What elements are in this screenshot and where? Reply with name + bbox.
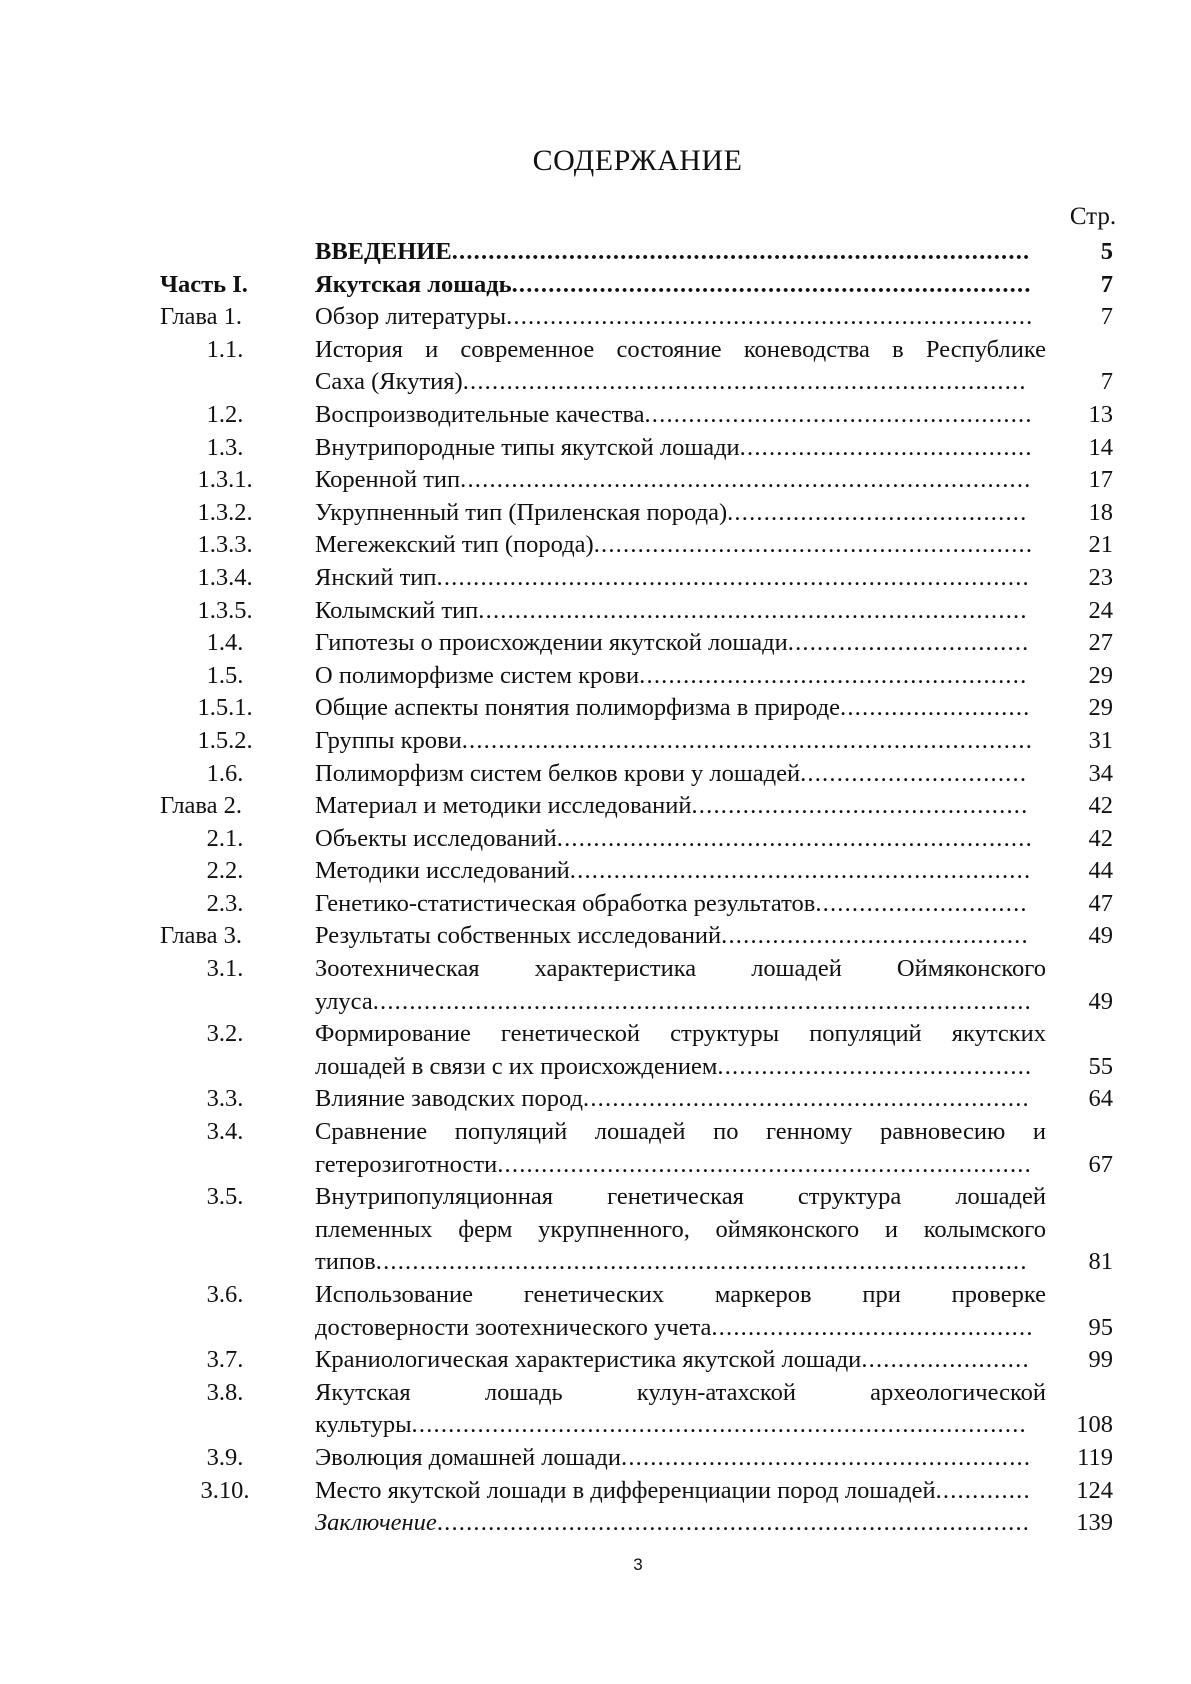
- dot-leader: ...............................................................................: [451, 238, 1031, 265]
- toc-entry-title: [315, 1116, 1046, 1149]
- toc-entry-title-text: достоверности зоотехнического учета: [315, 1313, 712, 1341]
- toc-entry-page: 34: [1088, 759, 1113, 787]
- toc-entry-number: 1.3.5.: [197, 596, 253, 624]
- toc-entry-number: 3.1.: [206, 955, 244, 983]
- toc-entry[interactable]: [160, 1116, 1120, 1149]
- dot-leader: .........................................................................: [497, 1150, 1032, 1178]
- toc-entry-number: [160, 1214, 315, 1247]
- toc-entry-title: [315, 1279, 1046, 1312]
- toc-entry-number: 3.6.: [206, 1281, 244, 1308]
- toc-entry-page: 95: [1088, 1313, 1113, 1341]
- toc-entry[interactable]: [160, 660, 1120, 693]
- dot-leader: .........................................: [727, 498, 1028, 526]
- toc-entry-title-text: типов: [315, 1248, 376, 1276]
- toc-entry-title: [315, 529, 1046, 562]
- toc-entry-page: 29: [1088, 661, 1113, 689]
- toc-entry-title: [315, 366, 1046, 399]
- toc-entry-number: 3.2.: [206, 1020, 244, 1048]
- toc-entry-page: 44: [1088, 857, 1113, 885]
- dot-leader: .............................................................: [583, 1085, 1030, 1113]
- toc-entry-title: [315, 660, 1046, 693]
- toc-entry-page: 49: [1088, 922, 1113, 950]
- toc-entry[interactable]: [160, 888, 1120, 921]
- dot-leader: .................................: [787, 629, 1030, 657]
- toc-entry-number: 3.8.: [206, 1378, 244, 1406]
- toc-entry[interactable]: [160, 790, 1120, 823]
- toc-entry-title-text: гетерозиготности: [315, 1150, 498, 1178]
- toc-entry-title-text: Общие аспекты понятия полиморфизма в природе: [315, 694, 841, 722]
- toc-entry[interactable]: [160, 595, 1120, 628]
- dot-leader: ...............................: [800, 759, 1028, 787]
- toc-entry-title: [315, 1181, 1046, 1214]
- toc-entry-page: 42: [1088, 792, 1113, 820]
- toc-entry[interactable]: [160, 1475, 1120, 1508]
- toc-entry-number: 2.1.: [206, 824, 244, 852]
- toc-entry-number: 1.6.: [206, 759, 244, 787]
- toc-entry-page: 99: [1088, 1346, 1113, 1374]
- toc-entry-title: [315, 1149, 1046, 1182]
- toc-entry-title: [315, 790, 1046, 823]
- toc-entry-title-text: Краниологическая характеристика якутской лошади: [315, 1346, 862, 1374]
- dot-leader: .....................................................: [644, 400, 1033, 428]
- toc-entry[interactable]: [160, 920, 1120, 953]
- toc-entry-page: 18: [1088, 498, 1113, 526]
- toc-entry-page: 42: [1088, 824, 1113, 852]
- toc-entry-page: 124: [1076, 1476, 1113, 1504]
- toc-entry-number: 1.1.: [206, 335, 244, 363]
- toc-entry-title-text: Результаты собственных исследований: [315, 922, 722, 950]
- toc-entry[interactable]: [160, 399, 1120, 432]
- toc-entry-title-text: Эволюция домашней лошади: [315, 1443, 621, 1471]
- toc-entry-title: [315, 1377, 1046, 1410]
- toc-entry-title-text: Формирование генетической структуры популяций якутских: [315, 1020, 1046, 1048]
- toc-entry[interactable]: [160, 1214, 1120, 1247]
- toc-entry-page: 17: [1088, 466, 1113, 494]
- toc-entry-number: Глава 2.: [160, 792, 243, 820]
- toc-entry-title: [315, 464, 1046, 497]
- toc-entry-title-text: Использование генетических маркеров при проверке: [315, 1281, 1046, 1308]
- toc-entry[interactable]: [160, 1083, 1120, 1116]
- toc-entry-title: [315, 1475, 1046, 1508]
- toc-entry[interactable]: [160, 269, 1120, 302]
- page-column-label: Стр.: [1069, 203, 1117, 230]
- dot-leader: .......................: [861, 1346, 1030, 1374]
- dot-leader: .............: [935, 1476, 1031, 1504]
- toc-entry-title: [315, 497, 1046, 530]
- toc-entry-number: 1.5.2.: [197, 726, 253, 754]
- toc-entry-title-text: Полиморфизм систем белков крови у лошадей: [315, 759, 801, 787]
- toc-entry-page: 29: [1088, 694, 1113, 722]
- toc-entry-title: [315, 920, 1046, 953]
- toc-entry-title: [315, 758, 1046, 791]
- dot-leader: .............................: [815, 889, 1028, 917]
- toc-entry-page: [1046, 1018, 1119, 1051]
- toc-entry-number: 2.3.: [206, 889, 244, 917]
- toc-entry-number: [160, 1507, 315, 1540]
- toc-entry-title: [315, 855, 1046, 888]
- toc-entry-title-text: Сравнение популяций лошадей по генному равновесию и: [315, 1118, 1046, 1146]
- toc-entry-page: 119: [1077, 1443, 1113, 1471]
- dot-leader: .................................................................................: [436, 1509, 1031, 1537]
- toc-entry[interactable]: [160, 497, 1120, 530]
- toc-entry-title: [315, 1018, 1046, 1051]
- toc-entry-title: [315, 953, 1046, 986]
- toc-entry-page: [1046, 1181, 1119, 1214]
- toc-entry-page: 24: [1088, 596, 1113, 624]
- toc-entry-number: [160, 1051, 315, 1084]
- dot-leader: ..............................................: [691, 792, 1029, 820]
- dot-leader: ..........................: [840, 694, 1031, 722]
- toc-entry-title-text: Саха (Якутия): [315, 368, 463, 396]
- toc-entry-number: 3.10.: [200, 1476, 250, 1504]
- toc-entry[interactable]: [160, 1344, 1120, 1377]
- toc-entry[interactable]: [160, 1312, 1120, 1345]
- toc-entry[interactable]: [160, 562, 1120, 595]
- toc-entry-title-text: улуса: [315, 987, 373, 1015]
- toc-entry[interactable]: [160, 1442, 1120, 1475]
- toc-entry[interactable]: [160, 366, 1120, 399]
- dot-leader: ............................................................: [593, 531, 1034, 559]
- toc-entry-title-text: Место якутской лошади в дифференциации пород лошадей: [315, 1476, 936, 1504]
- toc-entry-title: [315, 301, 1046, 334]
- toc-entry[interactable]: [160, 986, 1120, 1019]
- toc-entry[interactable]: [160, 1507, 1120, 1540]
- toc-entry-page: 27: [1088, 629, 1113, 657]
- dot-leader: ............................................: [711, 1313, 1034, 1341]
- toc-entry-title-text: Группы крови: [315, 726, 462, 754]
- toc-entry-title-text: Материал и методики исследований: [315, 792, 692, 820]
- toc-entry[interactable]: [160, 823, 1120, 856]
- toc-entry-title: [315, 236, 1046, 269]
- toc-entry[interactable]: [160, 1409, 1120, 1442]
- toc-entry[interactable]: [160, 1377, 1120, 1410]
- toc-entry-number: [160, 1312, 315, 1345]
- toc-entry-title: [315, 1344, 1046, 1377]
- toc-entry-page: 21: [1088, 531, 1113, 559]
- toc-entry-title-text: Воспроизводительные качества: [315, 400, 645, 428]
- toc-entry-page: 14: [1088, 433, 1113, 461]
- toc-entry-number: 3.9.: [206, 1443, 244, 1471]
- toc-entry-title-text: лошадей в связи с их происхождением: [315, 1052, 718, 1080]
- toc-entry-number: 1.3.3.: [197, 531, 253, 559]
- toc-entry-title-text: История и современное состояние коневодства в Республике: [315, 335, 1046, 363]
- toc-entry-page: 7: [1100, 270, 1113, 298]
- toc-entry-title-text: Зоотехническая характеристика лошадей Оймяконского: [315, 955, 1046, 983]
- toc-entry-number: 1.5.: [206, 661, 244, 689]
- dot-leader: ...............................................................: [569, 857, 1032, 885]
- dot-leader: ...........................................: [717, 1052, 1033, 1080]
- toc-entry-title-text: О полиморфизме систем крови: [315, 661, 640, 689]
- toc-entry[interactable]: [160, 953, 1120, 986]
- toc-entry-number: 3.5.: [206, 1183, 244, 1211]
- toc-entry-page: 7: [1100, 368, 1113, 396]
- toc-entry-title-text: Коренной тип: [315, 466, 461, 494]
- toc-entry-number: [160, 986, 315, 1019]
- dot-leader: ........................................................: [621, 1443, 1032, 1471]
- toc-entry-number: 1.3.1.: [197, 466, 253, 494]
- dot-leader: ...........................................................................: [478, 596, 1028, 624]
- toc-entry-page: 31: [1088, 726, 1113, 754]
- toc-entry-title-text: Обзор литературы: [315, 303, 507, 331]
- toc-entry-number: [160, 1149, 315, 1182]
- toc-entry[interactable]: [160, 725, 1120, 758]
- toc-entry-number: 1.5.1.: [197, 694, 253, 722]
- toc-entry-title: [315, 1507, 1046, 1540]
- toc-entry-page: 23: [1088, 563, 1113, 591]
- toc-entry-number: [160, 1246, 315, 1279]
- toc-entry-page: 47: [1088, 889, 1113, 917]
- toc-entry-title: [315, 627, 1046, 660]
- dot-leader: .......................................................................: [511, 270, 1032, 298]
- dot-leader: .....................................................: [639, 661, 1028, 689]
- toc-entry-title-text: Внутрипопуляционная генетическая структура лошадей: [315, 1183, 1046, 1211]
- toc-entry-number: 3.7.: [206, 1346, 244, 1374]
- toc-entry[interactable]: [160, 301, 1120, 334]
- toc-entry-number: 1.3.: [206, 433, 244, 461]
- toc-entry-number: 1.3.4.: [197, 563, 253, 591]
- toc-entry-title-text: Гипотезы о происхождении якутской лошади: [315, 629, 788, 657]
- toc-entry-title: [315, 888, 1046, 921]
- toc-entry-page: 5: [1100, 238, 1113, 265]
- toc-entry-title: [315, 725, 1046, 758]
- toc-entry-title-text: Якутская лошадь кулун-атахской археологической: [315, 1378, 1046, 1406]
- dot-leader: .............................................................................: [462, 368, 1027, 396]
- toc-entry-page: 55: [1088, 1052, 1113, 1080]
- toc-entry-page: [1046, 1279, 1119, 1312]
- toc-entry-title-text: Объекты исследований: [315, 824, 557, 852]
- toc-entry-title: [315, 986, 1046, 1019]
- dot-leader: .................................................................................: [436, 563, 1030, 591]
- toc-entry[interactable]: [160, 529, 1120, 562]
- toc-entry-number: Глава 1.: [160, 303, 243, 331]
- toc-entry-page: 108: [1076, 1411, 1113, 1439]
- toc-entry-title: [315, 1214, 1046, 1247]
- toc-entry-title-text: Колымский тип: [315, 596, 479, 624]
- toc-entry-number: 3.4.: [206, 1118, 244, 1146]
- toc-entry-page: [1046, 1116, 1119, 1149]
- toc-entry-title: [315, 1312, 1046, 1345]
- toc-entry[interactable]: [160, 236, 1120, 269]
- toc-entry-title: [315, 823, 1046, 856]
- toc-entry-title: [315, 1083, 1046, 1116]
- toc-entry-title: [315, 1442, 1046, 1475]
- toc-entry-title: [315, 399, 1046, 432]
- toc-entry-title: [315, 432, 1046, 465]
- toc-entry-page: 64: [1088, 1085, 1113, 1113]
- toc-entry-title-text: Генетико-статистическая обработка результатов: [315, 889, 816, 917]
- toc-entry[interactable]: [160, 1051, 1120, 1084]
- toc-entry-page: [1046, 334, 1119, 367]
- toc-entry-title-text: племенных ферм укрупненного, оймяконского и колымского: [315, 1215, 1046, 1243]
- toc-entry-title-text: Влияние заводских пород: [315, 1085, 584, 1113]
- toc-entry-number: 1.3.2.: [197, 498, 253, 526]
- toc-entry[interactable]: [160, 855, 1120, 888]
- toc-entry-page: 139: [1076, 1509, 1113, 1537]
- toc-entry-number: Часть I.: [160, 270, 248, 298]
- toc-entry-page: 13: [1088, 400, 1113, 428]
- toc-entry[interactable]: [160, 334, 1120, 367]
- dot-leader: ..........................................................................................: [372, 987, 1032, 1015]
- toc-entry-title: [315, 562, 1046, 595]
- toc-entry-title: [315, 595, 1046, 628]
- dot-leader: ........................................................................: [506, 303, 1034, 331]
- toc-entry-number: 2.2.: [206, 857, 244, 885]
- toc-entry[interactable]: [160, 1149, 1120, 1182]
- toc-entry-title: [315, 334, 1046, 367]
- toc-entry[interactable]: [160, 432, 1120, 465]
- toc-entry-number: Глава 3.: [160, 922, 243, 950]
- dot-leader: ....................................................................................: [411, 1411, 1027, 1439]
- toc-entry[interactable]: [160, 627, 1120, 660]
- toc-entry[interactable]: [160, 464, 1120, 497]
- toc-entry[interactable]: [160, 1246, 1120, 1279]
- toc-entry-title-text: Заключение: [315, 1509, 437, 1537]
- toc-entry-title: [315, 1051, 1046, 1084]
- dot-leader: .................................................................: [556, 824, 1033, 852]
- toc-entry-page: [1046, 1214, 1119, 1247]
- toc-entry-title-text: Внутрипородные типы якутской лошади: [315, 433, 740, 461]
- toc-entry[interactable]: [160, 692, 1120, 725]
- dot-leader: ........................................: [739, 433, 1033, 461]
- toc-entry-title-text: ВВЕДЕНИЕ: [315, 238, 452, 265]
- toc-entry-number: 1.4.: [206, 629, 244, 657]
- footer-page-number: 3: [633, 1555, 643, 1574]
- toc-entry-page: 7: [1100, 303, 1113, 331]
- toc-entry-number: [160, 1409, 315, 1442]
- page-title: СОДЕРЖАНИЕ: [532, 144, 743, 177]
- toc-entry-title: [315, 692, 1046, 725]
- toc-entry-title-text: Укрупненный тип (Приленская порода): [315, 498, 728, 526]
- toc-entry-title-text: Мегежекский тип (порода): [315, 531, 594, 559]
- toc-entry-page: 49: [1088, 987, 1113, 1015]
- toc-entry[interactable]: [160, 758, 1120, 791]
- toc-entry-title-text: Якутская лошадь: [315, 270, 512, 298]
- dot-leader: ..........................................: [721, 922, 1029, 950]
- toc-entry-title: [315, 1246, 1046, 1279]
- dot-leader: ..............................................................................: [460, 466, 1032, 494]
- toc-entry[interactable]: [160, 1181, 1120, 1214]
- toc-entry-page: 67: [1088, 1150, 1113, 1178]
- dot-leader: ..............................................................................: [461, 726, 1034, 754]
- toc-entry-title: [315, 1409, 1046, 1442]
- toc-entry[interactable]: [160, 1279, 1120, 1312]
- toc-entry-number: [160, 366, 315, 399]
- toc-entry-page: [1046, 953, 1119, 986]
- toc-entry-page: 81: [1088, 1248, 1113, 1276]
- toc-entry-number: [160, 236, 315, 269]
- toc-entry-title: [315, 269, 1046, 302]
- toc-entry-number: 3.3.: [206, 1085, 244, 1113]
- toc-entry-number: 1.2.: [206, 400, 244, 428]
- toc-entry-title-text: Методики исследований: [315, 857, 570, 885]
- table-of-contents: [160, 236, 1120, 1540]
- toc-entry-page: [1046, 1377, 1119, 1410]
- dot-leader: .........................................................................................: [375, 1248, 1028, 1276]
- toc-entry-title-text: Янский тип: [315, 563, 437, 591]
- toc-entry[interactable]: [160, 1018, 1120, 1051]
- toc-entry-title-text: культуры: [315, 1411, 412, 1439]
